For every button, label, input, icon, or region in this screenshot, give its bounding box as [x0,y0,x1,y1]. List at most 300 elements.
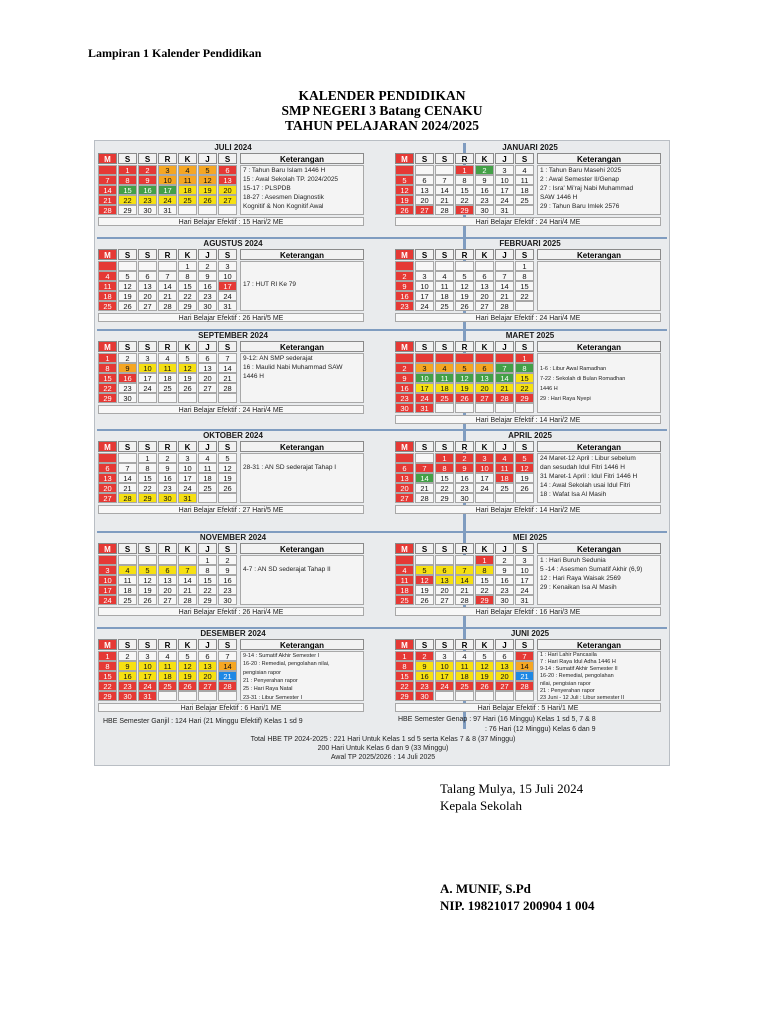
date-cell: 14 [158,281,177,291]
hari-belajar-efektif: Hari Belajar Efektif : 15 Hari/2 ME [98,217,364,226]
date-cell: 18 [158,671,177,681]
date-cell: 3 [515,555,534,565]
day-header: R [455,153,474,164]
date-cell: 15 [118,185,137,195]
date-cell: 11 [98,281,117,291]
date-cell [198,393,217,403]
day-header: R [455,639,474,650]
date-cell: 8 [98,363,117,373]
date-cell: 24 [495,195,514,205]
date-cell: 23 [218,585,237,595]
keterangan-note: 29 : Kenaikan Isa Al Masih [540,584,617,591]
date-cell [515,691,534,701]
date-cell: 21 [158,291,177,301]
date-cell: 15 [455,185,474,195]
date-cell: 15 [515,281,534,291]
day-header: S [435,441,454,452]
day-header: S [415,441,434,452]
keterangan-note: Kognitif & Non Kognitif Awal [243,203,324,210]
date-cell: 4 [158,651,177,661]
date-cell: 28 [218,383,237,393]
date-cell: 17 [138,373,157,383]
date-cell: 7 [415,463,434,473]
keterangan-note: 9-14 : Sumatif Akhir Semester I [243,653,320,659]
date-cell: 8 [475,565,494,575]
date-cell: 18 [455,671,474,681]
date-cell: 19 [415,585,434,595]
date-cell [218,691,237,701]
month-row-separator [97,237,667,239]
date-cell: 5 [118,271,137,281]
day-header: S [515,249,534,260]
date-cell: 17 [98,585,117,595]
date-cell: 22 [515,383,534,393]
date-cell: 12 [218,463,237,473]
date-cell: 23 [475,195,494,205]
day-header: S [138,153,157,164]
day-header: K [475,441,494,452]
date-cell: 29 [515,393,534,403]
date-cell: 7 [495,363,514,373]
date-cell: 13 [198,363,217,373]
date-cell: 22 [118,195,137,205]
date-cell: 6 [98,463,117,473]
signature-name: A. MUNIF, S.Pd [440,881,531,896]
date-cell: 4 [158,353,177,363]
date-cell: 23 [415,681,434,691]
date-cell: 23 [455,483,474,493]
date-cell: 9 [158,463,177,473]
date-cell [435,691,454,701]
date-cell: 31 [515,595,534,605]
date-cell: 26 [118,301,137,311]
date-cell: 5 [455,363,474,373]
date-cell: 6 [475,271,494,281]
keterangan-note: 1446 H [540,386,558,392]
keterangan-note: 25 : Hari Raya Natal [243,686,293,693]
date-cell: 27 [138,301,157,311]
date-cell: 7 [178,565,197,575]
date-cell: 13 [138,281,157,291]
date-cell [138,393,157,403]
hari-belajar-efektif: Hari Belajar Efektif : 14 Hari/2 ME [395,505,661,514]
date-cell: 27 [395,493,414,503]
day-header: R [158,543,177,554]
date-cell [178,691,197,701]
day-header: S [118,639,137,650]
date-cell: 29 [395,691,414,701]
month-row-separator [97,429,667,431]
date-cell: 31 [158,205,177,215]
date-cell: 28 [455,595,474,605]
date-cell: 7 [515,651,534,661]
total-line-1: Total HBE TP 2024-2025 : 221 Hari Untuk Kelas 1 sd 5 serta Kelas 7 & 8 (37 Minggu) [250,736,516,743]
day-header: K [475,153,494,164]
day-header: S [515,341,534,352]
month-row-separator [97,627,667,629]
day-header: M [395,441,414,452]
date-cell: 2 [415,651,434,661]
date-cell: 22 [98,681,117,691]
date-cell: 14 [218,661,237,671]
day-header: J [495,639,514,650]
date-cell: 1 [515,261,534,271]
date-cell: 22 [435,483,454,493]
keterangan-note: 24 Maret-12 April : Libur sebelum [540,455,636,462]
date-cell: 7 [118,463,137,473]
date-cell [198,493,217,503]
hari-belajar-efektif: Hari Belajar Efektif : 27 Hari/5 ME [98,505,364,514]
date-cell: 12 [138,575,157,585]
date-cell: 16 [138,185,157,195]
date-cell: 10 [515,565,534,575]
date-cell: 2 [395,271,414,281]
date-cell: 9 [455,463,474,473]
date-cell: 28 [495,301,514,311]
date-cell: 10 [98,575,117,585]
day-header: S [515,153,534,164]
date-cell: 16 [395,383,414,393]
date-cell: 26 [178,383,197,393]
month-title: SEPTEMBER 2024 [198,331,268,340]
date-cell [455,403,474,413]
day-header: S [515,441,534,452]
date-cell: 13 [98,473,117,483]
date-cell: 28 [178,595,197,605]
date-cell: 9 [118,661,137,671]
date-cell: 15 [435,473,454,483]
date-cell: 21 [435,195,454,205]
date-cell: 26 [475,681,494,691]
date-cell: 27 [415,205,434,215]
date-cell: 28 [515,681,534,691]
date-cell: 25 [158,681,177,691]
signature-nip: NIP. 19821017 200904 1 004 [440,898,595,913]
date-cell: 1 [98,651,117,661]
date-cell: 30 [495,595,514,605]
date-cell: 9 [495,565,514,575]
date-cell: 22 [395,681,414,691]
date-cell: 2 [218,555,237,565]
date-cell: 25 [435,301,454,311]
date-cell: 13 [218,175,237,185]
date-cell: 5 [178,353,197,363]
day-header: R [455,341,474,352]
keterangan-note: 28-31 : AN SD sederajat Tahap I [243,464,337,471]
date-cell: 3 [218,261,237,271]
date-cell: 18 [495,473,514,483]
date-cell: 26 [415,595,434,605]
date-cell: 18 [178,185,197,195]
date-cell: 24 [435,681,454,691]
keterangan-note: 17 : HUT RI Ke 79 [243,281,296,288]
date-cell: 26 [455,393,474,403]
day-header: J [495,441,514,452]
date-cell: 23 [158,483,177,493]
date-cell: 19 [178,671,197,681]
day-header: R [455,543,474,554]
date-cell: 21 [495,291,514,301]
date-cell [515,493,534,503]
date-cell: 14 [495,281,514,291]
date-cell: 23 [395,393,414,403]
date-cell [495,691,514,701]
date-cell: 4 [495,453,514,463]
date-cell: 20 [415,195,434,205]
day-header: S [138,249,157,260]
keterangan-note: 5 -14 : Asesmen Sumatif Akhir (6,9) [540,566,643,573]
date-cell: 2 [158,453,177,463]
keterangan-header: Keterangan [537,543,661,554]
date-cell: 17 [178,473,197,483]
date-cell: 30 [455,493,474,503]
date-cell: 13 [475,373,494,383]
month-title: FEBRUARI 2025 [499,239,561,248]
date-cell: 25 [395,595,414,605]
date-cell: 29 [475,595,494,605]
date-cell: 2 [395,363,414,373]
date-cell: 1 [515,353,534,363]
date-cell: 2 [138,165,157,175]
date-cell: 20 [475,291,494,301]
date-cell: 28 [218,681,237,691]
keterangan-header: Keterangan [240,153,364,164]
date-cell: 17 [475,473,494,483]
keterangan-note: 23 Juni - 12 Juli : Libur semester II [540,694,625,701]
date-cell: 3 [138,651,157,661]
date-cell: 24 [158,195,177,205]
keterangan-note: 27 : Isra' Mi'raj Nabi Muhammad [540,185,634,192]
day-header: S [415,341,434,352]
date-cell: 16 [415,671,434,681]
day-header: J [495,543,514,554]
date-cell: 24 [138,383,157,393]
keterangan-note: 12 : Hari Raya Waisak 2569 [540,575,621,582]
hari-belajar-efektif: Hari Belajar Efektif : 24 Hari/4 ME [98,405,364,414]
date-cell: 25 [198,483,217,493]
day-header: S [515,543,534,554]
day-header: R [158,441,177,452]
day-header: M [395,249,414,260]
date-cell: 23 [138,195,157,205]
day-header: K [178,249,197,260]
date-cell: 21 [118,483,137,493]
date-cell: 18 [98,291,117,301]
keterangan-note: 18-27 : Asesmen Diagnostik [243,194,324,201]
date-cell: 14 [435,185,454,195]
date-cell: 21 [455,585,474,595]
date-cell [395,165,414,175]
date-cell: 12 [515,463,534,473]
month-title: MEI 2025 [512,533,548,542]
date-cell: 23 [198,291,217,301]
date-cell: 21 [415,483,434,493]
hbe-semester-ganjil: HBE Semester Ganjil : 124 Hari (21 Minggu Efektif) Kelas 1 sd 9 [103,718,303,725]
keterangan-note: 9-12: AN SMP sederajat [243,355,313,362]
date-cell: 4 [98,271,117,281]
date-cell: 1 [435,453,454,463]
heading-line-1: KALENDER PENDIDIKAN [298,88,466,103]
keterangan-note: 9-14 : Sumatif Akhir Semester II [540,666,618,673]
day-header: S [118,249,137,260]
date-cell: 4 [435,363,454,373]
day-header: S [415,249,434,260]
day-header: S [435,639,454,650]
date-cell: 11 [395,575,414,585]
date-cell: 11 [118,575,137,585]
date-cell: 1 [395,651,414,661]
date-cell [415,165,434,175]
day-header: K [475,341,494,352]
date-cell [515,301,534,311]
date-cell: 3 [415,271,434,281]
date-cell: 19 [118,291,137,301]
keterangan-box [240,651,364,701]
keterangan-note: 7-22 : Sekolah di Bulan Romadhan [540,376,626,382]
date-cell [495,261,514,271]
day-header: S [118,153,137,164]
date-cell: 11 [158,661,177,671]
date-cell: 4 [118,565,137,575]
date-cell: 16 [158,473,177,483]
date-cell: 15 [475,575,494,585]
day-header: J [198,639,217,650]
date-cell: 8 [455,175,474,185]
date-cell: 18 [198,473,217,483]
date-cell: 9 [138,175,157,185]
date-cell: 16 [395,291,414,301]
date-cell: 28 [158,301,177,311]
day-header: S [138,441,157,452]
date-cell: 12 [118,281,137,291]
date-cell: 28 [435,205,454,215]
day-header: S [515,639,534,650]
date-cell: 23 [118,681,137,691]
date-cell: 24 [415,301,434,311]
day-header: R [158,249,177,260]
hari-belajar-efektif: Hari Belajar Efektif : 6 Hari/1 ME [98,703,364,712]
date-cell: 25 [118,595,137,605]
date-cell [198,205,217,215]
hari-belajar-efektif: Hari Belajar Efektif : 14 Hari/2 ME [395,415,661,424]
date-cell: 28 [495,393,514,403]
date-cell: 8 [198,565,217,575]
date-cell: 22 [515,291,534,301]
date-cell: 20 [218,185,237,195]
date-cell: 12 [395,185,414,195]
date-cell: 30 [395,403,414,413]
hbe-semester-genap-1: HBE Semester Genap : 97 Hari (16 Minggu) Kelas 1 sd 5, 7 & 8 [398,716,596,723]
day-header: S [415,639,434,650]
date-cell [178,393,197,403]
date-cell: 23 [395,301,414,311]
day-header: K [178,441,197,452]
date-cell: 14 [98,185,117,195]
date-cell: 31 [415,403,434,413]
date-cell: 21 [98,195,117,205]
date-cell: 7 [495,271,514,281]
date-cell: 18 [435,291,454,301]
date-cell: 30 [138,205,157,215]
date-cell: 28 [118,493,137,503]
date-cell [218,205,237,215]
day-header: M [395,341,414,352]
date-cell: 18 [515,185,534,195]
day-header: S [415,153,434,164]
day-header: J [198,249,217,260]
day-header: R [158,639,177,650]
day-header: S [118,441,137,452]
date-cell: 13 [415,185,434,195]
date-cell: 29 [118,205,137,215]
date-cell [455,261,474,271]
keterangan-note: 15-17 : PLSPDB [243,185,291,192]
date-cell: 27 [495,681,514,691]
date-cell [475,261,494,271]
date-cell: 18 [395,585,414,595]
date-cell: 24 [475,483,494,493]
date-cell: 27 [98,493,117,503]
day-header: M [98,341,117,352]
date-cell: 11 [515,175,534,185]
hari-belajar-efektif: Hari Belajar Efektif : 26 Hari/4 ME [98,607,364,616]
date-cell [415,453,434,463]
keterangan-note: 31 Maret-1 April : Idul Fitri 1446 H [540,473,638,480]
date-cell: 22 [98,383,117,393]
day-header: M [98,249,117,260]
keterangan-note: 2 : Awal Semester II/Genap [540,176,620,183]
day-header: S [218,249,237,260]
date-cell: 31 [218,301,237,311]
date-cell: 4 [515,165,534,175]
hari-belajar-efektif: Hari Belajar Efektif : 24 Hari/4 ME [395,313,661,322]
keterangan-note: pengisian rapor [243,669,281,676]
date-cell: 11 [435,373,454,383]
hbe-semester-genap-2: : 76 Hari (12 Minggu) Kelas 6 dan 9 [485,726,596,733]
day-header: S [218,441,237,452]
day-header: M [395,153,414,164]
date-cell: 5 [218,453,237,463]
date-cell: 13 [395,473,414,483]
date-cell: 15 [198,575,217,585]
date-cell [98,165,117,175]
date-cell [178,555,197,565]
date-cell: 29 [198,595,217,605]
date-cell [98,555,117,565]
date-cell: 22 [138,483,157,493]
keterangan-box [537,353,661,413]
date-cell [218,493,237,503]
date-cell: 27 [475,393,494,403]
date-cell: 16 [455,473,474,483]
date-cell: 8 [395,661,414,671]
date-cell: 9 [395,373,414,383]
month-row-separator [97,329,667,331]
date-cell: 25 [515,195,534,205]
date-cell: 30 [118,691,137,701]
date-cell: 3 [435,651,454,661]
day-header: R [455,441,474,452]
keterangan-note: 21 : Penyerahan rapor [243,678,298,684]
date-cell [515,403,534,413]
month-title: OKTOBER 2024 [203,431,263,440]
date-cell: 24 [415,393,434,403]
date-cell: 15 [395,671,414,681]
keterangan-note: 21 : Penyerahan rapor [540,687,595,694]
day-header: K [178,639,197,650]
date-cell: 4 [435,271,454,281]
day-header: S [138,639,157,650]
